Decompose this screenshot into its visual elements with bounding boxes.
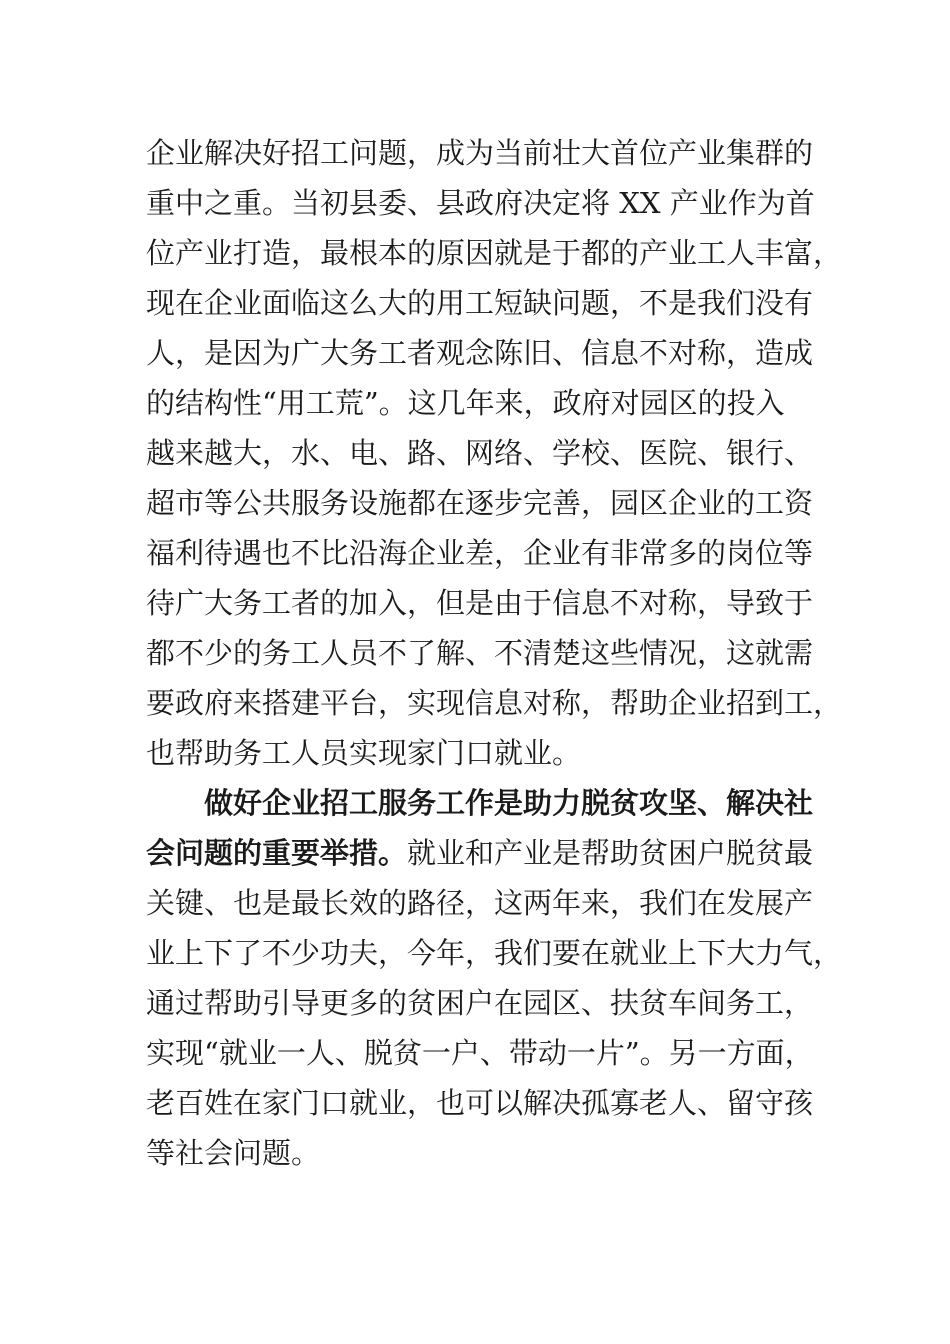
paragraph-1-line-11: 都不少的务工人员不了解、不清楚这些情况，这就需 xyxy=(146,636,814,670)
paragraph-2-line-6: 实现“就业一人、脱贫一户、带动一片”。另一方面， xyxy=(146,1036,814,1070)
paragraph-2-line-1 xyxy=(204,778,813,828)
paragraph-1-line-7: 越来越大，水、电、路、网络、学校、医院、银行、 xyxy=(146,436,814,470)
paragraph-2-line-3: 关键、也是最长效的路径，这两年来，我们在发展产 xyxy=(146,886,814,920)
paragraph-2-line-5: 通过帮助引导更多的贫困户在园区、扶贫车间务工， xyxy=(146,986,814,1020)
paragraph-2-line-2: 会问题的重要举措。就业和产业是帮助贫困户脱贫最 xyxy=(146,836,814,870)
paragraph-2-heading: 做好企业招工服务工作是助力脱贫攻坚、解决社 xyxy=(204,786,814,820)
paragraph-1-line-8: 超市等公共服务设施都在逐步完善，园区企业的工资 xyxy=(146,486,814,520)
paragraph-1-line-9: 福利待遇也不比沿海企业差，企业有非常多的岗位等 xyxy=(146,536,814,570)
paragraph-1-line-2: 重中之重。当初县委、县政府决定将 XX 产业作为首 xyxy=(146,186,815,220)
paragraph-2-line-8: 等社会问题。 xyxy=(146,1136,321,1170)
paragraph-1-line-10: 待广大务工者的加入，但是由于信息不对称，导致于 xyxy=(146,586,814,620)
paragraph-1-line-4: 现在企业面临这么大的用工短缺问题，不是我们没有 xyxy=(146,286,814,320)
paragraph-2-line-4: 业上下了不少功夫，今年，我们要在就业上下大力气， xyxy=(146,936,843,970)
paragraph-1-line-5: 人，是因为广大务工者观念陈旧、信息不对称，造成 xyxy=(146,336,814,370)
paragraph-1-line-1: 企业解决好招工问题，成为当前壮大首位产业集群的 xyxy=(146,136,814,170)
paragraph-1-line-6: 的结构性“用工荒”。这几年来，政府对园区的投入 xyxy=(146,386,785,420)
paragraph-1-line-12: 要政府来搭建平台，实现信息对称，帮助企业招到工， xyxy=(146,686,843,720)
paragraph-1-line-3: 位产业打造，最根本的原因就是于都的产业工人丰富， xyxy=(146,236,843,270)
paragraph-1-line-13: 也帮助务工人员实现家门口就业。 xyxy=(146,736,582,770)
paragraph-2-heading-end: 会问题的重要举措。 xyxy=(146,836,408,870)
paragraph-2-line-7: 老百姓在家门口就业，也可以解决孤寡老人、留守孩 xyxy=(146,1086,814,1120)
